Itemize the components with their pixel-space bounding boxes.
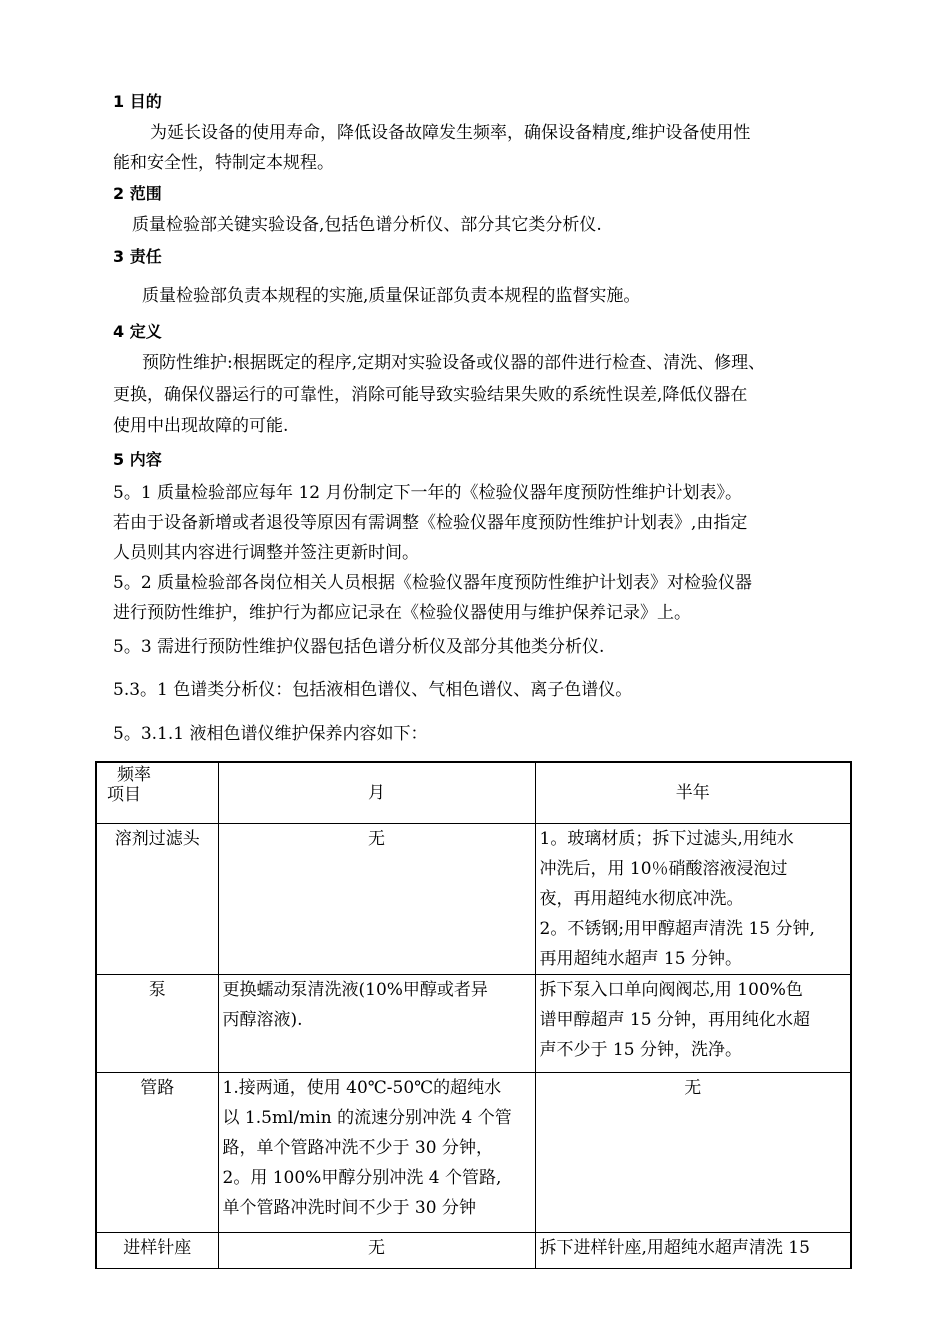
cell-line: 夜，再用超纯水彻底冲洗。 [539,889,744,909]
paragraph-line: 进行预防性维护，维护行为都应记录在《检验仪器使用与维护保养记录》上。 [113,603,691,623]
cell-line: 拆下泵入口单向阀阀芯,用 100%色 [539,980,803,1000]
frequency-label: 频率 [117,765,151,785]
paragraph-line: 5。2 质量检验部各岗位相关人员根据《检验仪器年度预防性维护计划表》对检验仪器 [113,573,753,593]
paragraph-line: 使用中出现故障的可能. [113,416,289,436]
paragraph-line: 5。1 质量检验部应每年 12 月份制定下一年的《检验仪器年度预防性维护计划表》。 [113,483,742,503]
item-cell: 管路 [96,1073,218,1233]
month-header-cell [218,762,535,824]
item-cell: 进样针座 [96,1233,218,1269]
maintenance-table [95,761,852,1269]
table-row [96,1073,851,1233]
cell-line: 1。玻璃材质；拆下过滤头,用纯水 [539,829,794,849]
paragraph-line: 5。3 需进行预防性维护仪器包括色谱分析仪及部分其他类分析仪. [113,637,605,657]
half-year-cell [535,824,851,975]
cell-line: 单个管路冲洗时间不少于 30 分钟 [222,1198,476,1218]
item-label: 项目 [107,785,141,805]
half-year-cell [535,1073,851,1233]
section-heading-definition: 4 定义 [113,322,162,341]
month-cell [218,975,535,1073]
paragraph-line: 为延长设备的使用寿命，降低设备故障发生频率，确保设备精度,维护设备使用性 [150,123,751,143]
month-cell [218,1233,535,1269]
table-header-row [96,762,851,824]
cell-line: 2。不锈钢;用甲醇超声清洗 15 分钟, [539,919,815,939]
paragraph-line: 质量检验部关键实验设备,包括色谱分析仪、部分其它类分析仪. [132,215,602,235]
month-header: 月 [368,783,385,803]
cell-line: 声不少于 15 分钟，洗净。 [539,1040,742,1060]
month-cell [218,824,535,975]
cell-line: 以 1.5ml/min 的流速分别冲洗 4 个管 [222,1108,512,1128]
cell-line: 路，单个管路冲洗不少于 30 分钟， [222,1138,493,1158]
cell-line: 无 [368,1238,385,1258]
cell-line: 谱甲醇超声 15 分钟，再用纯化水超 [539,1010,810,1030]
cell-line: 1.接两通，使用 40℃-50℃的超纯水 [222,1078,502,1098]
paragraph-line: 预防性维护:根据既定的程序,定期对实验设备或仪器的部件进行检查、清洗、修理、 [142,353,766,373]
table-row [96,824,851,975]
cell-line: 2。用 100%甲醇分别冲洗 4 个管路, [222,1168,502,1188]
section-heading-content: 5 内容 [113,450,162,469]
paragraph-line: 5.3。1 色谱类分析仪：包括液相色谱仪、气相色谱仪、离子色谱仪。 [113,680,633,700]
corner-header-cell [96,762,218,824]
half-year-cell [535,1233,851,1269]
half-year-header: 半年 [675,783,710,803]
cell-line: 冲洗后，用 10％硝酸溶液浸泡过 [539,859,788,879]
section-heading-scope: 2 范围 [113,184,162,203]
paragraph-line: 质量检验部负责本规程的实施,质量保证部负责本规程的监督实施。 [142,286,641,306]
table-row [96,975,851,1073]
section-heading-responsibility: 3 责任 [113,247,162,266]
half-year-cell [535,975,851,1073]
cell-line: 无 [368,829,385,849]
item-cell: 泵 [96,975,218,1073]
table-row [96,1233,851,1269]
section-heading-purpose: 1 目的 [113,92,162,111]
cell-line: 再用超纯水超声 15 分钟。 [539,949,742,969]
cell-line: 更换蠕动泵清洗液(10%甲醇或者异 [222,980,488,1000]
paragraph-line: 更换，确保仪器运行的可靠性，消除可能导致实验结果失败的系统性误差,降低仪器在 [113,385,748,405]
paragraph-line: 能和安全性，特制定本规程。 [113,153,334,173]
item-cell: 溶剂过滤头 [96,824,218,975]
paragraph-line: 若由于设备新增或者退役等原因有需调整《检验仪器年度预防性维护计划表》,由指定 [113,513,748,533]
cell-line: 无 [684,1078,702,1098]
cell-line: 丙醇溶液). [222,1010,303,1030]
paragraph-line: 人员则其内容进行调整并签注更新时间。 [113,543,419,563]
half-year-header-cell [535,762,851,824]
month-cell [218,1073,535,1233]
cell-line: 拆下进样针座,用超纯水超声清洗 15 [539,1238,810,1258]
paragraph-line: 5。3.1.1 液相色谱仪维护保养内容如下： [113,724,428,744]
